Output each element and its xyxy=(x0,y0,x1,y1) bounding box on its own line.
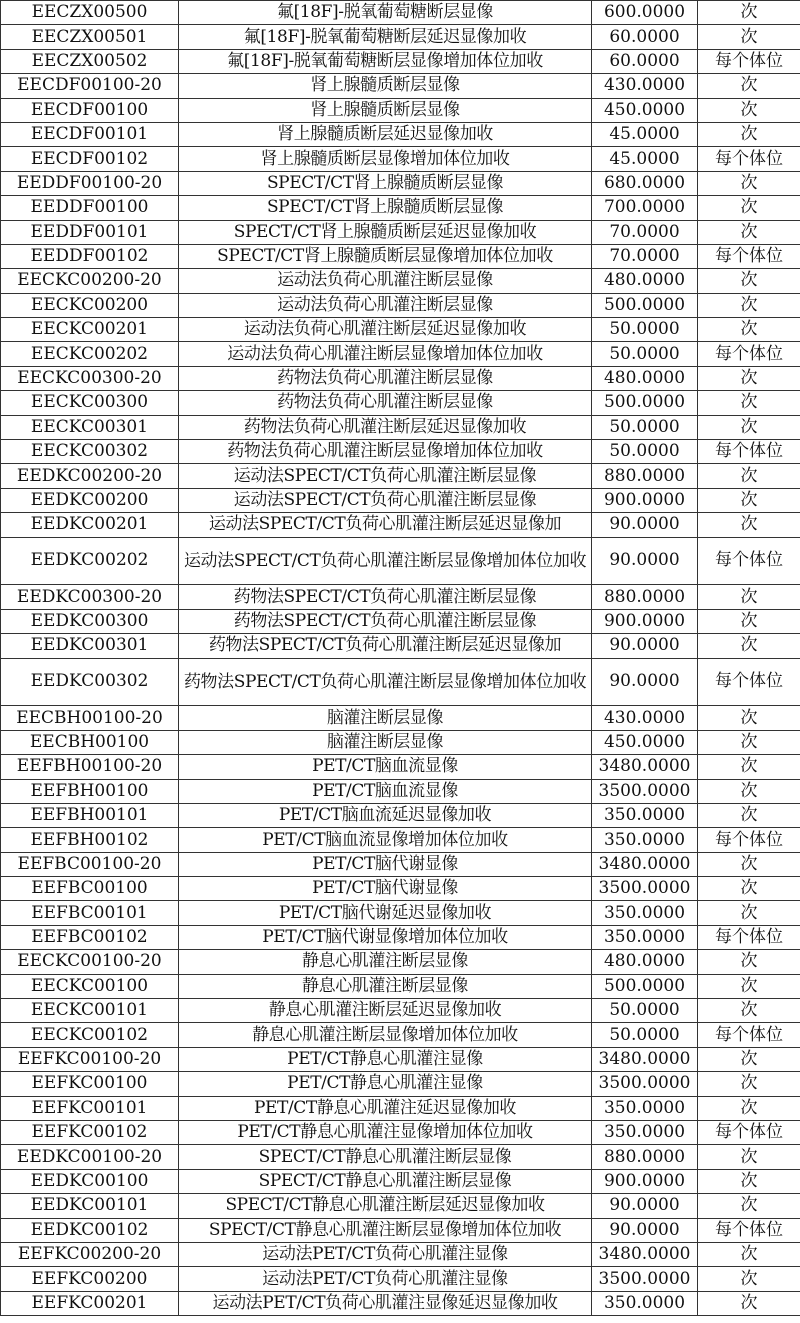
code-cell: EEDKC00202 xyxy=(1,537,179,585)
price-cell: 50.0000 xyxy=(592,342,698,366)
code-cell: EECDF00100-20 xyxy=(1,74,179,98)
code-cell: EEDKC00300 xyxy=(1,609,179,633)
fee-table-body xyxy=(1,1,800,1316)
unit-cell: 每个体位 xyxy=(698,440,800,464)
unit-cell: 次 xyxy=(698,1194,800,1218)
item-name-cell: 药物法SPECT/CT负荷心肌灌注断层显像 xyxy=(179,609,592,633)
price-cell: 90.0000 xyxy=(592,658,698,706)
item-name-cell: 运动法SPECT/CT负荷心肌灌注断层显像 xyxy=(179,464,592,488)
price-cell: 900.0000 xyxy=(592,488,698,512)
unit-cell: 次 xyxy=(698,609,800,633)
price-cell: 680.0000 xyxy=(592,171,698,195)
unit-cell: 次 xyxy=(698,1047,800,1071)
code-cell: EEFKC00100 xyxy=(1,1072,179,1096)
table-row xyxy=(1,1047,800,1071)
code-cell: EEDKC00301 xyxy=(1,634,179,658)
unit-cell: 次 xyxy=(698,852,800,876)
price-cell: 600.0000 xyxy=(592,1,698,25)
code-cell: EEDDF00102 xyxy=(1,244,179,268)
table-row xyxy=(1,1242,800,1266)
table-row xyxy=(1,74,800,98)
code-cell: EECDF00100 xyxy=(1,98,179,122)
code-cell: EEDKC00200-20 xyxy=(1,464,179,488)
unit-cell: 次 xyxy=(698,122,800,146)
unit-cell: 次 xyxy=(698,901,800,925)
price-cell: 90.0000 xyxy=(592,1218,698,1242)
price-cell: 880.0000 xyxy=(592,464,698,488)
table-row xyxy=(1,171,800,195)
table-row xyxy=(1,1121,800,1145)
table-row xyxy=(1,999,800,1023)
table-row xyxy=(1,269,800,293)
price-cell: 350.0000 xyxy=(592,1121,698,1145)
item-name-cell: PET/CT脑血流延迟显像加收 xyxy=(179,803,592,827)
item-name-cell: 静息心肌灌注断层显像 xyxy=(179,974,592,998)
item-name-cell: 运动法PET/CT负荷心肌灌注显像 xyxy=(179,1242,592,1266)
code-cell: EEFBH00101 xyxy=(1,803,179,827)
code-cell: EEFBH00100 xyxy=(1,779,179,803)
table-row xyxy=(1,706,800,730)
item-name-cell: 肾上腺髓质断层显像 xyxy=(179,74,592,98)
item-name-cell: PET/CT静息心肌灌注显像 xyxy=(179,1072,592,1096)
code-cell: EECKC00200 xyxy=(1,293,179,317)
price-cell: 350.0000 xyxy=(592,803,698,827)
price-cell: 500.0000 xyxy=(592,391,698,415)
unit-cell: 次 xyxy=(698,730,800,754)
item-name-cell: 运动法负荷心肌灌注断层显像 xyxy=(179,293,592,317)
price-cell: 50.0000 xyxy=(592,999,698,1023)
unit-cell: 次 xyxy=(698,98,800,122)
table-row xyxy=(1,1096,800,1120)
item-name-cell: SPECT/CT静息心肌灌注断层显像 xyxy=(179,1169,592,1193)
price-cell: 700.0000 xyxy=(592,196,698,220)
unit-cell: 次 xyxy=(698,974,800,998)
item-name-cell: PET/CT静息心肌灌注显像 xyxy=(179,1047,592,1071)
item-name-cell: 运动法负荷心肌灌注断层显像增加体位加收 xyxy=(179,342,592,366)
table-row xyxy=(1,147,800,171)
table-row xyxy=(1,513,800,537)
price-cell: 3480.0000 xyxy=(592,1242,698,1266)
price-cell: 90.0000 xyxy=(592,513,698,537)
unit-cell: 次 xyxy=(698,464,800,488)
price-cell: 90.0000 xyxy=(592,1194,698,1218)
table-row xyxy=(1,974,800,998)
table-row xyxy=(1,220,800,244)
code-cell: EEDKC00201 xyxy=(1,513,179,537)
item-name-cell: PET/CT脑血流显像增加体位加收 xyxy=(179,828,592,852)
table-row xyxy=(1,1291,800,1315)
unit-cell: 次 xyxy=(698,1291,800,1315)
price-cell: 90.0000 xyxy=(592,537,698,585)
code-cell: EECKC00102 xyxy=(1,1023,179,1047)
code-cell: EEDKC00300-20 xyxy=(1,585,179,609)
code-cell: EEDDF00100 xyxy=(1,196,179,220)
code-cell: EECKC00202 xyxy=(1,342,179,366)
item-name-cell: SPECT/CT静息心肌灌注断层显像 xyxy=(179,1145,592,1169)
unit-cell: 次 xyxy=(698,755,800,779)
item-name-cell: 运动法PET/CT负荷心肌灌注显像延迟显像加收 xyxy=(179,1291,592,1315)
unit-cell: 次 xyxy=(698,318,800,342)
unit-cell: 每个体位 xyxy=(698,244,800,268)
unit-cell: 每个体位 xyxy=(698,925,800,949)
unit-cell: 次 xyxy=(698,366,800,390)
unit-cell: 次 xyxy=(698,634,800,658)
item-name-cell: 静息心肌灌注断层显像增加体位加收 xyxy=(179,1023,592,1047)
item-name-cell: PET/CT脑代谢显像增加体位加收 xyxy=(179,925,592,949)
item-name-cell: 肾上腺髓质断层显像 xyxy=(179,98,592,122)
code-cell: EECKC00101 xyxy=(1,999,179,1023)
price-cell: 3500.0000 xyxy=(592,877,698,901)
table-row xyxy=(1,49,800,73)
unit-cell: 次 xyxy=(698,1145,800,1169)
unit-cell: 次 xyxy=(698,74,800,98)
item-name-cell: 药物法负荷心肌灌注断层延迟显像加收 xyxy=(179,415,592,439)
code-cell: EEDKC00100-20 xyxy=(1,1145,179,1169)
table-row xyxy=(1,1023,800,1047)
price-cell: 3500.0000 xyxy=(592,1267,698,1291)
price-cell: 45.0000 xyxy=(592,122,698,146)
price-cell: 450.0000 xyxy=(592,730,698,754)
code-cell: EEFKC00101 xyxy=(1,1096,179,1120)
price-cell: 50.0000 xyxy=(592,1023,698,1047)
code-cell: EEDDF00100-20 xyxy=(1,171,179,195)
price-cell: 500.0000 xyxy=(592,293,698,317)
item-name-cell: 药物法负荷心肌灌注断层显像 xyxy=(179,391,592,415)
item-name-cell: 运动法负荷心肌灌注断层延迟显像加收 xyxy=(179,318,592,342)
item-name-cell: 静息心肌灌注断层延迟显像加收 xyxy=(179,999,592,1023)
code-cell: EEFKC00100-20 xyxy=(1,1047,179,1071)
price-cell: 45.0000 xyxy=(592,147,698,171)
table-row xyxy=(1,1218,800,1242)
item-name-cell: SPECT/CT静息心肌灌注断层显像增加体位加收 xyxy=(179,1218,592,1242)
price-cell: 880.0000 xyxy=(592,585,698,609)
unit-cell: 次 xyxy=(698,196,800,220)
item-name-cell: 氟[18F]-脱氧葡萄糖断层延迟显像加收 xyxy=(179,25,592,49)
unit-cell: 每个体位 xyxy=(698,658,800,706)
unit-cell: 每个体位 xyxy=(698,537,800,585)
table-row xyxy=(1,609,800,633)
price-cell: 480.0000 xyxy=(592,269,698,293)
code-cell: EECZX00500 xyxy=(1,1,179,25)
unit-cell: 次 xyxy=(698,1242,800,1266)
table-row xyxy=(1,585,800,609)
unit-cell: 次 xyxy=(698,1267,800,1291)
price-cell: 3500.0000 xyxy=(592,1072,698,1096)
table-row xyxy=(1,415,800,439)
unit-cell: 次 xyxy=(698,706,800,730)
table-row xyxy=(1,537,800,585)
table-row xyxy=(1,755,800,779)
unit-cell: 次 xyxy=(698,220,800,244)
table-row xyxy=(1,318,800,342)
price-cell: 90.0000 xyxy=(592,634,698,658)
unit-cell: 次 xyxy=(698,269,800,293)
table-row xyxy=(1,658,800,706)
price-cell: 350.0000 xyxy=(592,1291,698,1315)
code-cell: EEFBC00101 xyxy=(1,901,179,925)
code-cell: EECKC00302 xyxy=(1,440,179,464)
price-cell: 50.0000 xyxy=(592,440,698,464)
price-cell: 900.0000 xyxy=(592,609,698,633)
unit-cell: 次 xyxy=(698,1072,800,1096)
item-name-cell: 药物法负荷心肌灌注断层显像增加体位加收 xyxy=(179,440,592,464)
unit-cell: 次 xyxy=(698,1169,800,1193)
item-name-cell: 静息心肌灌注断层显像 xyxy=(179,950,592,974)
code-cell: EEDKC00302 xyxy=(1,658,179,706)
code-cell: EECZX00501 xyxy=(1,25,179,49)
item-name-cell: 运动法SPECT/CT负荷心肌灌注断层显像 xyxy=(179,488,592,512)
item-name-cell: 药物法负荷心肌灌注断层显像 xyxy=(179,366,592,390)
price-cell: 50.0000 xyxy=(592,318,698,342)
price-cell: 480.0000 xyxy=(592,366,698,390)
unit-cell: 次 xyxy=(698,803,800,827)
code-cell: EEDKC00101 xyxy=(1,1194,179,1218)
code-cell: EEFKC00102 xyxy=(1,1121,179,1145)
code-cell: EECKC00100-20 xyxy=(1,950,179,974)
table-row xyxy=(1,803,800,827)
price-cell: 430.0000 xyxy=(592,74,698,98)
item-name-cell: PET/CT脑血流显像 xyxy=(179,779,592,803)
unit-cell: 次 xyxy=(698,1096,800,1120)
code-cell: EEFBC00100-20 xyxy=(1,852,179,876)
code-cell: EEDDF00101 xyxy=(1,220,179,244)
item-name-cell: 运动法负荷心肌灌注断层显像 xyxy=(179,269,592,293)
code-cell: EEFBC00100 xyxy=(1,877,179,901)
item-name-cell: 运动法PET/CT负荷心肌灌注显像 xyxy=(179,1267,592,1291)
price-cell: 3480.0000 xyxy=(592,852,698,876)
table-row xyxy=(1,1267,800,1291)
table-row xyxy=(1,1145,800,1169)
table-row xyxy=(1,196,800,220)
code-cell: EECKC00100 xyxy=(1,974,179,998)
unit-cell: 次 xyxy=(698,513,800,537)
item-name-cell: 氟[18F]-脱氧葡萄糖断层显像 xyxy=(179,1,592,25)
table-row xyxy=(1,244,800,268)
unit-cell: 每个体位 xyxy=(698,1023,800,1047)
price-cell: 500.0000 xyxy=(592,974,698,998)
code-cell: EECKC00301 xyxy=(1,415,179,439)
item-name-cell: PET/CT静息心肌灌注延迟显像加收 xyxy=(179,1096,592,1120)
item-name-cell: PET/CT脑血流显像 xyxy=(179,755,592,779)
code-cell: EEFBH00100-20 xyxy=(1,755,179,779)
unit-cell: 次 xyxy=(698,171,800,195)
price-cell: 480.0000 xyxy=(592,950,698,974)
unit-cell: 次 xyxy=(698,25,800,49)
item-name-cell: 肾上腺髓质断层显像增加体位加收 xyxy=(179,147,592,171)
code-cell: EEDKC00200 xyxy=(1,488,179,512)
price-cell: 430.0000 xyxy=(592,706,698,730)
item-name-cell: SPECT/CT肾上腺髓质断层显像 xyxy=(179,171,592,195)
unit-cell: 次 xyxy=(698,293,800,317)
table-row xyxy=(1,925,800,949)
unit-cell: 次 xyxy=(698,1,800,25)
table-row xyxy=(1,464,800,488)
table-row xyxy=(1,950,800,974)
item-name-cell: SPECT/CT肾上腺髓质断层显像增加体位加收 xyxy=(179,244,592,268)
item-name-cell: PET/CT脑代谢显像 xyxy=(179,852,592,876)
unit-cell: 每个体位 xyxy=(698,1218,800,1242)
item-name-cell: SPECT/CT肾上腺髓质断层显像 xyxy=(179,196,592,220)
table-row xyxy=(1,1169,800,1193)
item-name-cell: 脑灌注断层显像 xyxy=(179,730,592,754)
item-name-cell: SPECT/CT肾上腺髓质断层延迟显像加收 xyxy=(179,220,592,244)
price-cell: 3480.0000 xyxy=(592,755,698,779)
item-name-cell: 氟[18F]-脱氧葡萄糖断层显像增加体位加收 xyxy=(179,49,592,73)
code-cell: EEFBH00102 xyxy=(1,828,179,852)
code-cell: EECBH00100-20 xyxy=(1,706,179,730)
item-name-cell: 肾上腺髓质断层延迟显像加收 xyxy=(179,122,592,146)
item-name-cell: PET/CT脑代谢显像 xyxy=(179,877,592,901)
unit-cell: 次 xyxy=(698,779,800,803)
item-name-cell: PET/CT脑代谢延迟显像加收 xyxy=(179,901,592,925)
table-row xyxy=(1,342,800,366)
code-cell: EECKC00201 xyxy=(1,318,179,342)
price-cell: 350.0000 xyxy=(592,828,698,852)
code-cell: EEDKC00100 xyxy=(1,1169,179,1193)
table-row xyxy=(1,440,800,464)
unit-cell: 次 xyxy=(698,415,800,439)
item-name-cell: 药物法SPECT/CT负荷心肌灌注断层显像增加体位加收 xyxy=(179,658,592,706)
code-cell: EECKC00200-20 xyxy=(1,269,179,293)
price-cell: 50.0000 xyxy=(592,415,698,439)
table-row xyxy=(1,98,800,122)
code-cell: EEFKC00200-20 xyxy=(1,1242,179,1266)
price-cell: 880.0000 xyxy=(592,1145,698,1169)
price-cell: 350.0000 xyxy=(592,1096,698,1120)
unit-cell: 次 xyxy=(698,877,800,901)
code-cell: EECZX00502 xyxy=(1,49,179,73)
code-cell: EEFKC00201 xyxy=(1,1291,179,1315)
table-row xyxy=(1,293,800,317)
item-name-cell: 脑灌注断层显像 xyxy=(179,706,592,730)
code-cell: EECBH00100 xyxy=(1,730,179,754)
code-cell: EEFKC00200 xyxy=(1,1267,179,1291)
unit-cell: 每个体位 xyxy=(698,49,800,73)
code-cell: EECDF00101 xyxy=(1,122,179,146)
price-cell: 450.0000 xyxy=(592,98,698,122)
item-name-cell: 药物法SPECT/CT负荷心肌灌注断层显像 xyxy=(179,585,592,609)
item-name-cell: 运动法SPECT/CT负荷心肌灌注断层延迟显像加 xyxy=(179,513,592,537)
table-row xyxy=(1,901,800,925)
table-row xyxy=(1,488,800,512)
unit-cell: 次 xyxy=(698,999,800,1023)
item-name-cell: PET/CT静息心肌灌注显像增加体位加收 xyxy=(179,1121,592,1145)
price-cell: 60.0000 xyxy=(592,25,698,49)
unit-cell: 每个体位 xyxy=(698,828,800,852)
unit-cell: 次 xyxy=(698,585,800,609)
unit-cell: 次 xyxy=(698,391,800,415)
table-row xyxy=(1,122,800,146)
unit-cell: 每个体位 xyxy=(698,342,800,366)
table-row xyxy=(1,25,800,49)
table-row xyxy=(1,877,800,901)
price-cell: 3500.0000 xyxy=(592,779,698,803)
price-cell: 3480.0000 xyxy=(592,1047,698,1071)
unit-cell: 次 xyxy=(698,488,800,512)
code-cell: EEFBC00102 xyxy=(1,925,179,949)
table-row xyxy=(1,779,800,803)
table-row xyxy=(1,1072,800,1096)
code-cell: EEDKC00102 xyxy=(1,1218,179,1242)
table-row xyxy=(1,1,800,25)
unit-cell: 每个体位 xyxy=(698,1121,800,1145)
item-name-cell: 药物法SPECT/CT负荷心肌灌注断层延迟显像加 xyxy=(179,634,592,658)
table-row xyxy=(1,828,800,852)
table-row xyxy=(1,852,800,876)
table-row xyxy=(1,391,800,415)
unit-cell: 次 xyxy=(698,950,800,974)
price-cell: 350.0000 xyxy=(592,925,698,949)
price-cell: 60.0000 xyxy=(592,49,698,73)
unit-cell: 每个体位 xyxy=(698,147,800,171)
price-cell: 70.0000 xyxy=(592,220,698,244)
item-name-cell: 运动法SPECT/CT负荷心肌灌注断层显像增加体位加收 xyxy=(179,537,592,585)
table-row xyxy=(1,634,800,658)
table-row xyxy=(1,1194,800,1218)
code-cell: EECDF00102 xyxy=(1,147,179,171)
price-cell: 350.0000 xyxy=(592,901,698,925)
table-row xyxy=(1,366,800,390)
table-row xyxy=(1,730,800,754)
code-cell: EECKC00300 xyxy=(1,391,179,415)
price-cell: 70.0000 xyxy=(592,244,698,268)
code-cell: EECKC00300-20 xyxy=(1,366,179,390)
item-name-cell: SPECT/CT静息心肌灌注断层延迟显像加收 xyxy=(179,1194,592,1218)
price-cell: 900.0000 xyxy=(592,1169,698,1193)
